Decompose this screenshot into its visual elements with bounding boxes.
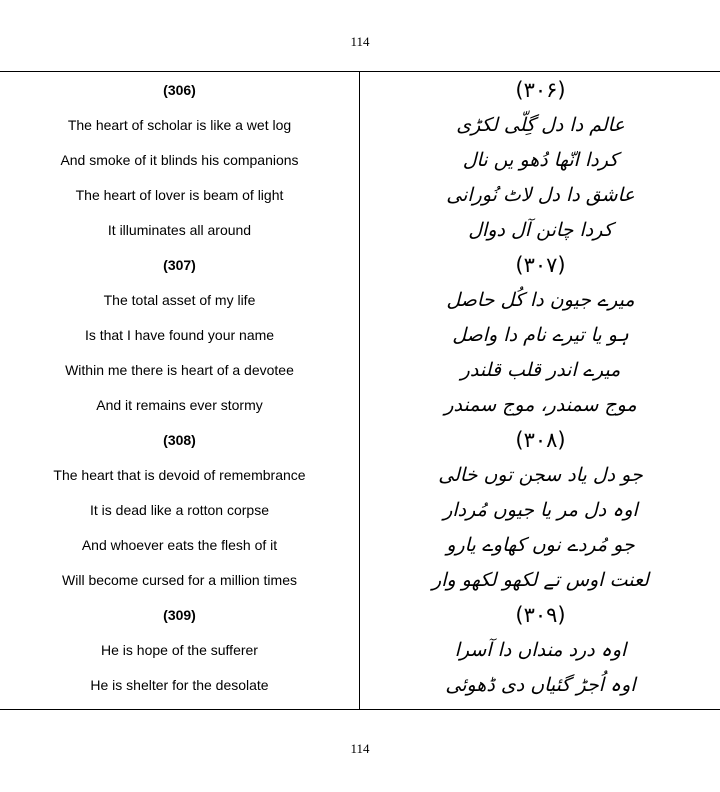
urdu-verse-line: موج سمندر، موج سمندر: [444, 393, 637, 416]
urdu-row: [361, 212, 720, 247]
urdu-row: [361, 492, 720, 527]
english-row: [0, 142, 359, 177]
english-verse-line: He is hope of the sufferer: [101, 641, 258, 658]
english-verse-line: And whoever eats the flesh of it: [81, 536, 278, 553]
urdu-verse-line: میرے جیون دا کُل حاصل: [446, 288, 635, 311]
english-verse-line: And it remains ever stormy: [96, 396, 263, 413]
english-verse-number: (307): [163, 256, 196, 273]
page-number-top: 114: [350, 34, 370, 49]
english-row: [0, 632, 359, 667]
urdu-row: [361, 352, 720, 387]
english-verse-line: The heart that is devoid of remembrance: [53, 466, 306, 483]
english-verse-line: The heart of lover is beam of light: [75, 186, 284, 203]
urdu-verse-line: اوہ درد منداں دا آسرا: [454, 638, 627, 661]
english-row: [0, 212, 359, 247]
english-verse-number: (309): [163, 606, 196, 623]
english-verse-number: (308): [163, 431, 196, 448]
english-verse-line: The heart of scholar is like a wet log: [67, 116, 292, 133]
urdu-verse-line: جو مُردے نوں کھاوے یارو: [446, 533, 635, 556]
urdu-verse-number: (۳۰۷): [515, 252, 566, 277]
english-verse-line: And smoke of it blinds his companions: [60, 151, 299, 168]
urdu-verse-number: (۳۰۹): [515, 602, 566, 627]
urdu-row: [361, 527, 720, 562]
urdu-row: [361, 387, 720, 422]
page-number-bottom: 114: [350, 741, 370, 756]
urdu-row: [361, 247, 720, 282]
urdu-row: [361, 597, 720, 632]
urdu-verse-line: اوہ اُجڑ گئیاں دی ڈھوئی: [445, 673, 636, 696]
english-row: [0, 72, 359, 107]
urdu-verse-number: (۳۰۸): [515, 427, 566, 452]
urdu-verse-line: میرے اندر قلب قلندر: [460, 358, 621, 381]
english-row: [0, 527, 359, 562]
urdu-verse-number: (۳۰۶): [515, 77, 566, 102]
urdu-verse-line: عالم دا دل گِلّی لکڑی: [456, 113, 625, 136]
english-verse-number: (306): [163, 81, 196, 98]
urdu-row: [361, 72, 720, 107]
english-row: [0, 352, 359, 387]
urdu-row: [361, 632, 720, 667]
urdu-row: [361, 317, 720, 352]
english-verse-line: It is dead like a rotton corpse: [90, 501, 269, 518]
urdu-verse-line: جو دل یاد سجن توں خالی: [438, 463, 643, 486]
english-column: [0, 72, 359, 702]
urdu-row: [361, 562, 720, 597]
english-row: [0, 492, 359, 527]
urdu-row: [361, 107, 720, 142]
bottom-rule: [0, 709, 720, 710]
urdu-row: [361, 142, 720, 177]
english-verse-line: He is shelter for the desolate: [90, 676, 269, 693]
urdu-column: [361, 72, 720, 702]
urdu-row: [361, 282, 720, 317]
urdu-verse-line: اوہ دل مر یا جیوں مُردار: [443, 498, 638, 521]
english-row: [0, 177, 359, 212]
urdu-verse-line: کردا چانن آل دوال: [468, 218, 613, 241]
column-divider: [359, 71, 360, 710]
english-row: [0, 107, 359, 142]
english-row: [0, 667, 359, 702]
urdu-verse-line: ہو یا تیرے نام دا واصل: [452, 323, 629, 346]
english-row: [0, 282, 359, 317]
english-verse-line: Will become cursed for a million times: [62, 571, 297, 588]
urdu-row: [361, 422, 720, 457]
urdu-verse-line: عاشق دا دل لاٹ نُورانی: [446, 183, 635, 206]
english-row: [0, 562, 359, 597]
urdu-verse-line: لعنت اوس تے لکھو لکھو وار: [432, 568, 649, 591]
english-row: [0, 317, 359, 352]
urdu-verse-line: کردا انّھا دُھو یں نال: [462, 148, 619, 171]
english-verse-line: Is that I have found your name: [84, 326, 275, 343]
english-row: [0, 457, 359, 492]
english-row: [0, 597, 359, 632]
urdu-row: [361, 457, 720, 492]
english-row: [0, 247, 359, 282]
english-verse-line: The total asset of my life: [103, 291, 256, 308]
english-verse-line: Within me there is heart of a devotee: [65, 361, 294, 378]
english-row: [0, 387, 359, 422]
english-row: [0, 422, 359, 457]
urdu-row: [361, 177, 720, 212]
english-verse-line: It illuminates all around: [107, 221, 252, 238]
urdu-row: [361, 667, 720, 702]
